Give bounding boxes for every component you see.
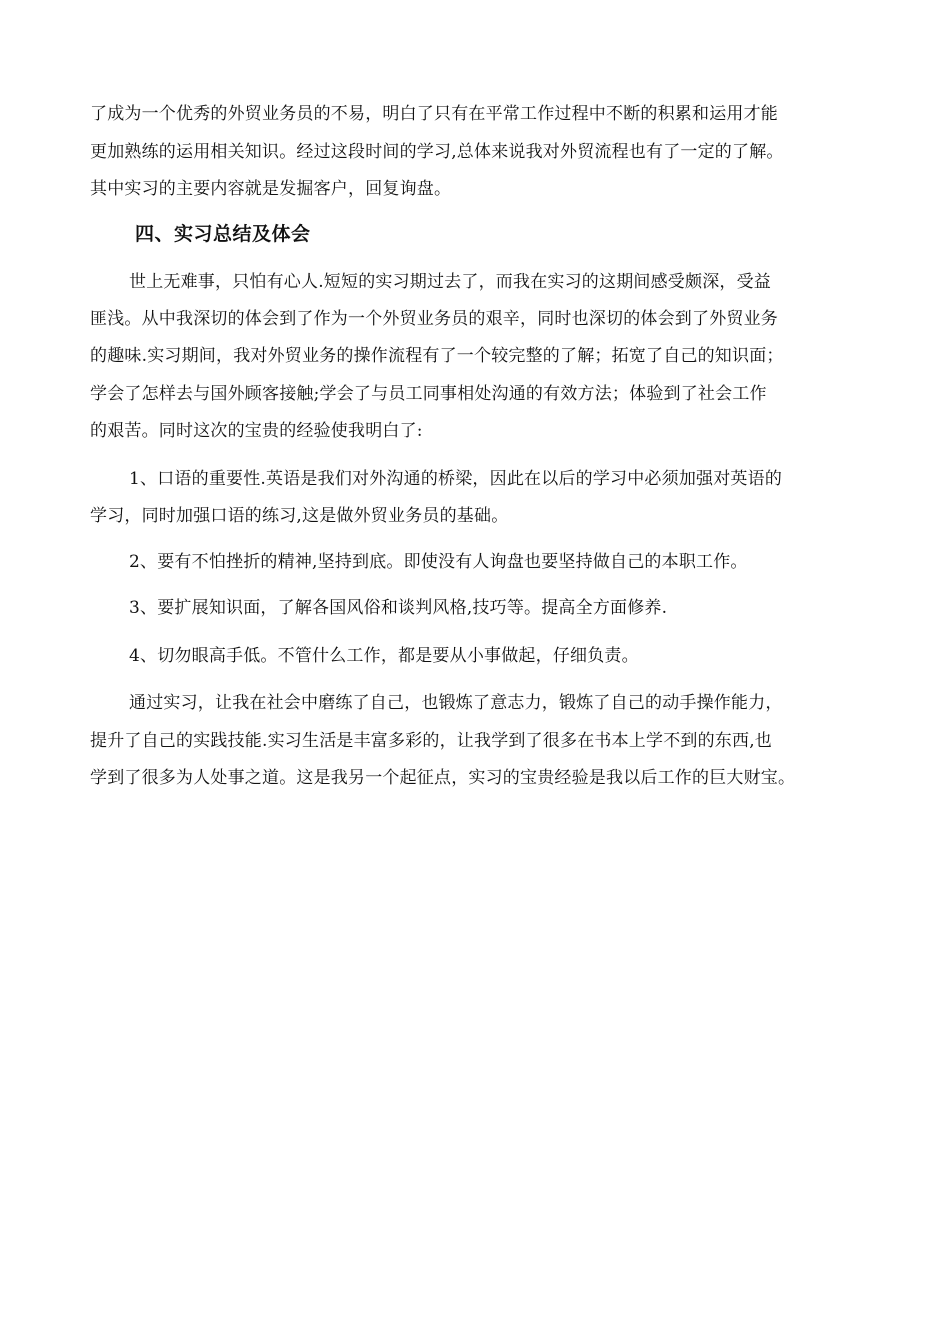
- section-heading: 四、实习总结及体会: [135, 223, 311, 245]
- text-line: 1、口语的重要性.英语是我们对外沟通的桥梁，因此在以后的学习中必须加强对英语的: [129, 469, 783, 489]
- text-line: 3、要扩展知识面，了解各国风俗和谈判风格,技巧等。提高全方面修养.: [129, 598, 668, 618]
- text-line: 匪浅。从中我深切的体会到了作为一个外贸业务员的艰辛，同时也深切的体会到了外贸业务: [90, 309, 778, 329]
- text-line: 了成为一个优秀的外贸业务员的不易，明白了只有在平常工作过程中不断的积累和运用才能: [90, 104, 778, 124]
- text-line: 世上无难事，只怕有心人.短短的实习期过去了，而我在实习的这期间感受颇深，受益: [129, 272, 772, 292]
- text-line: 其中实习的主要内容就是发掘客户，回复询盘。: [90, 179, 452, 199]
- text-line: 学习，同时加强口语的练习,这是做外贸业务员的基础。: [90, 506, 509, 526]
- text-line: 提升了自己的实践技能.实习生活是丰富多彩的，让我学到了很多在书本上学不到的东西,也: [90, 731, 773, 751]
- text-line: 4、切勿眼高手低。不管什么工作，都是要从小事做起，仔细负责。: [129, 646, 639, 666]
- text-line: 学会了怎样去与国外顾客接触;学会了与员工同事相处沟通的有效方法；体验到了社会工作: [90, 384, 767, 404]
- text-line: 的艰苦。同时这次的宝贵的经验使我明白了:: [90, 421, 423, 441]
- text-line: 通过实习，让我在社会中磨练了自己，也锻炼了意志力，锻炼了自己的动手操作能力，: [129, 693, 783, 713]
- text-line: 2、要有不怕挫折的精神,坚持到底。即使没有人询盘也要坚持做自己的本职工作。: [129, 552, 748, 572]
- text-line: 的趣味.实习期间，我对外贸业务的操作流程有了一个较完整的了解；拓宽了自己的知识面；: [90, 346, 784, 366]
- text-line: 更加熟练的运用相关知识。经过这段时间的学习,总体来说我对外贸流程也有了一定的了解。: [90, 142, 784, 162]
- text-line: 学到了很多为人处事之道。这是我另一个起征点，实习的宝贵经验是我以后工作的巨大财宝。: [90, 768, 796, 788]
